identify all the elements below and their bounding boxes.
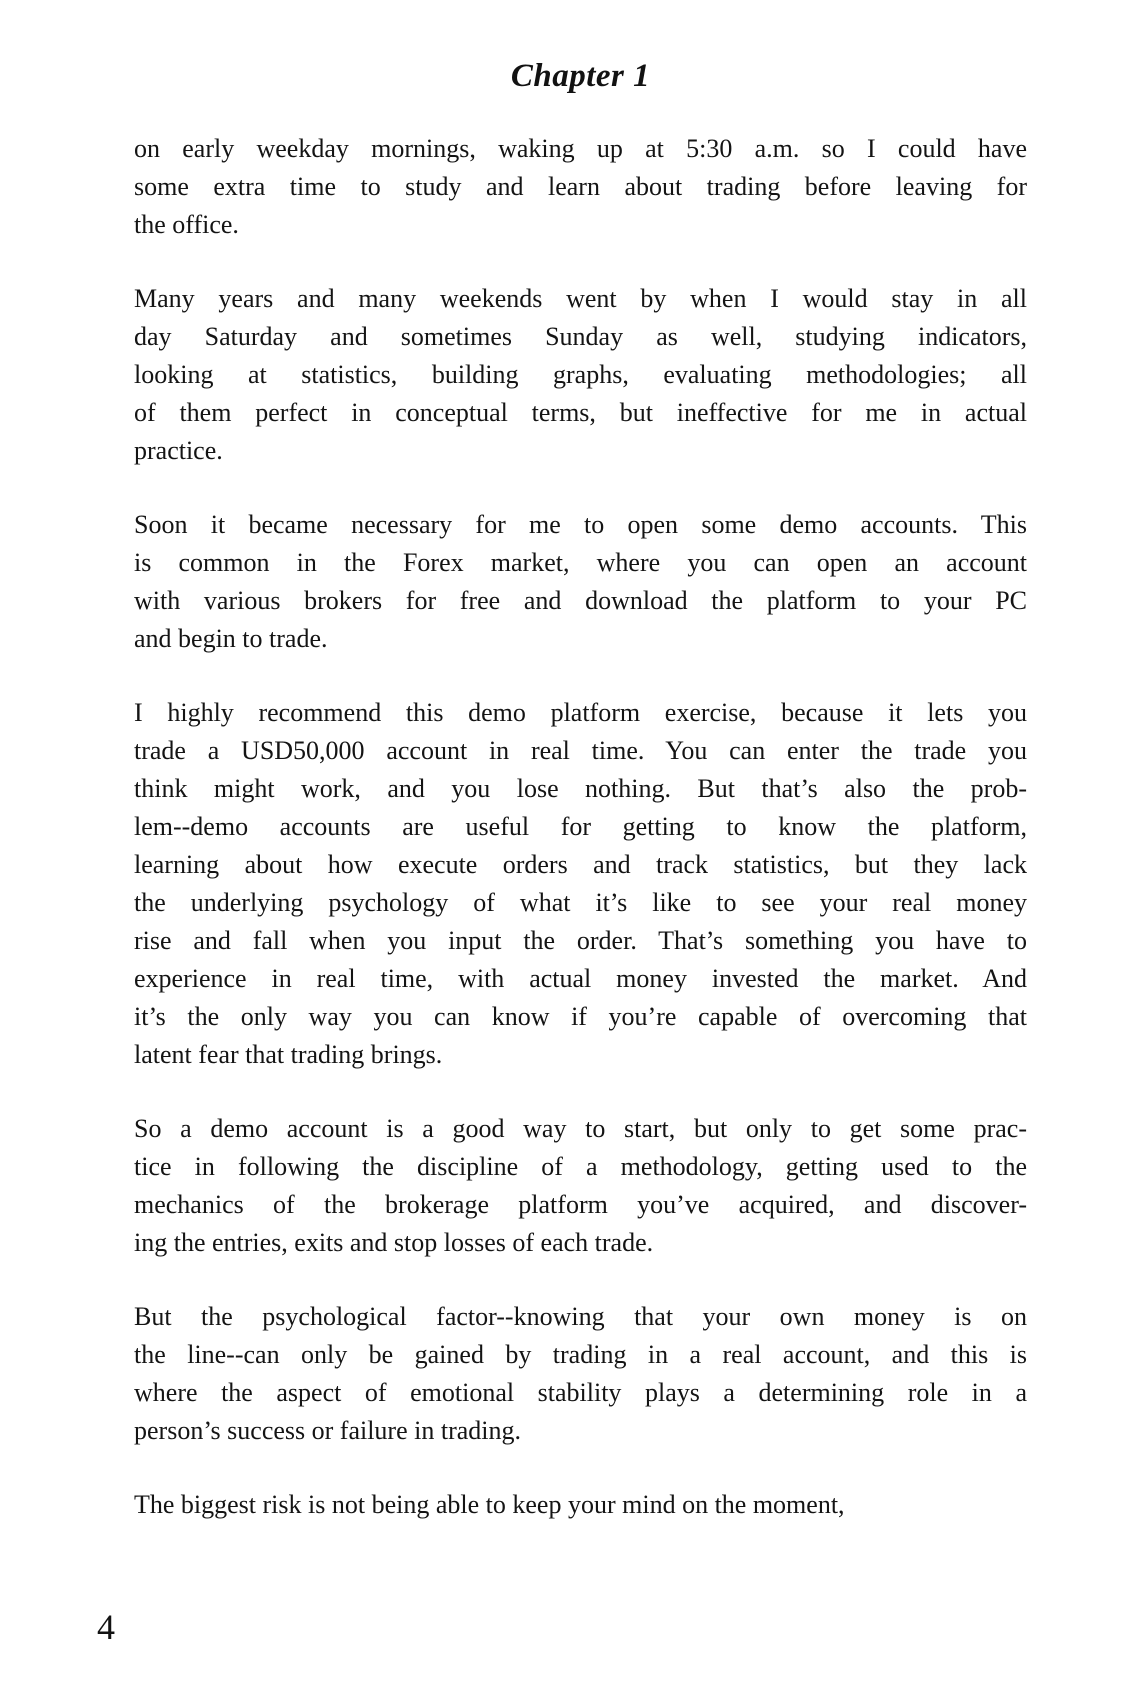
text-line: Many years and many weekends went by when I would stay in all	[134, 284, 1027, 313]
text-line: looking at statistics, building graphs, evaluating methodologies; all	[134, 360, 1027, 389]
text-line: learning about how execute orders and track statistics, but they lack	[134, 850, 1027, 879]
text-line: So a demo account is a good way to start, but only to get some prac-	[134, 1114, 1027, 1143]
text-line: it’s the only way you can know if you’re capable of overcoming that	[134, 1002, 1027, 1031]
page-number: 4	[97, 1607, 115, 1647]
text-line: the underlying psychology of what it’s like to see your real money	[134, 888, 1027, 917]
text-line: practice.	[134, 436, 223, 465]
text-line: The biggest risk is not being able to keep your mind on the moment,	[134, 1490, 845, 1519]
text-line: and begin to trade.	[134, 624, 328, 653]
text-line: the office.	[134, 210, 239, 239]
paragraph	[134, 694, 1027, 1074]
text-line: on early weekday mornings, waking up at 5:30 a.m. so I could have	[134, 134, 1027, 163]
text-line: where the aspect of emotional stability plays a determining role in a	[134, 1378, 1027, 1407]
text-line: rise and fall when you input the order. That’s something you have to	[134, 926, 1027, 955]
text-line: But the psychological factor--knowing that your own money is on	[134, 1302, 1027, 1331]
text-line: the line--can only be gained by trading in a real account, and this is	[134, 1340, 1027, 1369]
paragraph	[134, 1486, 1027, 1524]
text-line: of them perfect in conceptual terms, but ineffective for me in actual	[134, 398, 1027, 427]
chapter-heading: Chapter 1	[510, 58, 651, 94]
text-line: with various brokers for free and download the platform to your PC	[134, 586, 1027, 615]
text-line: Soon it became necessary for me to open some demo accounts. This	[134, 510, 1027, 539]
text-line: think might work, and you lose nothing. But that’s also the prob-	[134, 774, 1027, 803]
text-line: is common in the Forex market, where you can open an account	[134, 548, 1027, 577]
paragraph	[134, 1110, 1027, 1262]
text-line: tice in following the discipline of a methodology, getting used to the	[134, 1152, 1027, 1181]
text-line: lem--demo accounts are useful for getting to know the platform,	[134, 812, 1027, 841]
text-line: mechanics of the brokerage platform you’ve acquired, and discover-	[134, 1190, 1027, 1219]
text-line: some extra time to study and learn about trading before leaving for	[134, 172, 1027, 201]
body-text	[134, 130, 1027, 1560]
text-line: ing the entries, exits and stop losses of each trade.	[134, 1228, 654, 1257]
paragraph	[134, 1298, 1027, 1450]
text-line: person’s success or failure in trading.	[134, 1416, 522, 1445]
paragraph	[134, 280, 1027, 470]
text-line: latent fear that trading brings.	[134, 1040, 443, 1069]
paragraph	[134, 130, 1027, 244]
text-line: day Saturday and sometimes Sunday as well, studying indicators,	[134, 322, 1027, 351]
text-line: I highly recommend this demo platform exercise, because it lets you	[134, 698, 1027, 727]
paragraph	[134, 506, 1027, 658]
text-line: experience in real time, with actual money invested the market. And	[134, 964, 1027, 993]
text-line: trade a USD50,000 account in real time. You can enter the trade you	[134, 736, 1027, 765]
